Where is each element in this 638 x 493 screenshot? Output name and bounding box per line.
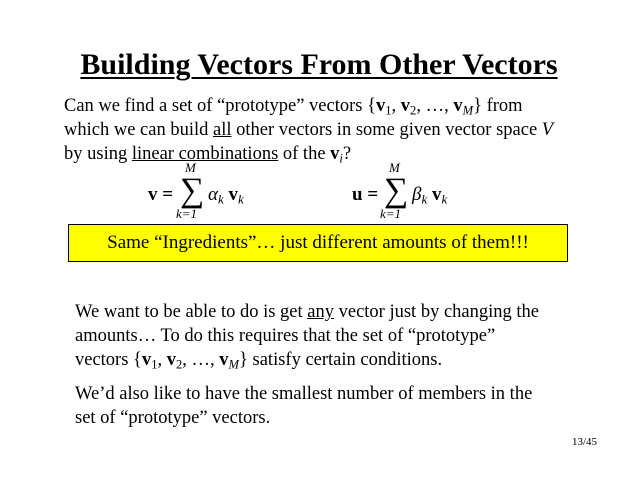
para2-line-1: We want to be able to do is get any vector just by changing the	[75, 302, 539, 322]
callout-box: Same “Ingredients”… just different amounts of them!!!	[68, 224, 568, 262]
emphasis-all: all	[213, 120, 232, 140]
paragraph-any-vector	[75, 300, 539, 372]
formula-u-terms: $\beta_k$ $v_k$	[412, 184, 448, 207]
para2-line-2: amounts… To do this requires that the set of “prototype”	[75, 326, 496, 346]
emphasis-any: any	[307, 302, 334, 322]
formula-v-sigma: ∑	[180, 172, 205, 209]
formula-v-lower-limit: k=1	[176, 206, 198, 221]
para2-line-3: vectors {$v_1$, $v_2$, …, $v_M$} satisfy certain conditions.	[75, 350, 443, 372]
intro-line-1: Can we find a set of “prototype” vectors {$v_1$, $v_2$, …, $v_M$} from	[64, 96, 523, 118]
para3-line-1: We’d also like to have the smallest number of members in the	[75, 384, 533, 404]
intro-line-2: which we can build all other vectors in some given vector space V	[64, 120, 554, 140]
formula-u-lower-limit: k=1	[380, 206, 402, 221]
formula-u-lhs: u =	[352, 184, 379, 205]
formula-v-terms: $\alpha_k$ $v_k$	[208, 184, 244, 207]
formula-u-upper-limit: M	[389, 160, 400, 175]
emphasis-linear-combinations: linear combinations	[131, 144, 279, 164]
para3-line-2: set of “prototype” vectors.	[75, 408, 271, 428]
slide-title: Building Vectors From Other Vectors	[80, 48, 558, 81]
formula-v-upper-limit: M	[185, 160, 196, 175]
intro-paragraph	[64, 94, 553, 166]
paragraph-smallest-set	[75, 382, 532, 430]
intro-line-3: by using linear combinations of the $v_i$?	[64, 144, 352, 166]
formula-v-lhs: v =	[148, 184, 174, 205]
formula-u-sigma: ∑	[384, 172, 409, 209]
page-number: 13/45	[571, 436, 597, 448]
